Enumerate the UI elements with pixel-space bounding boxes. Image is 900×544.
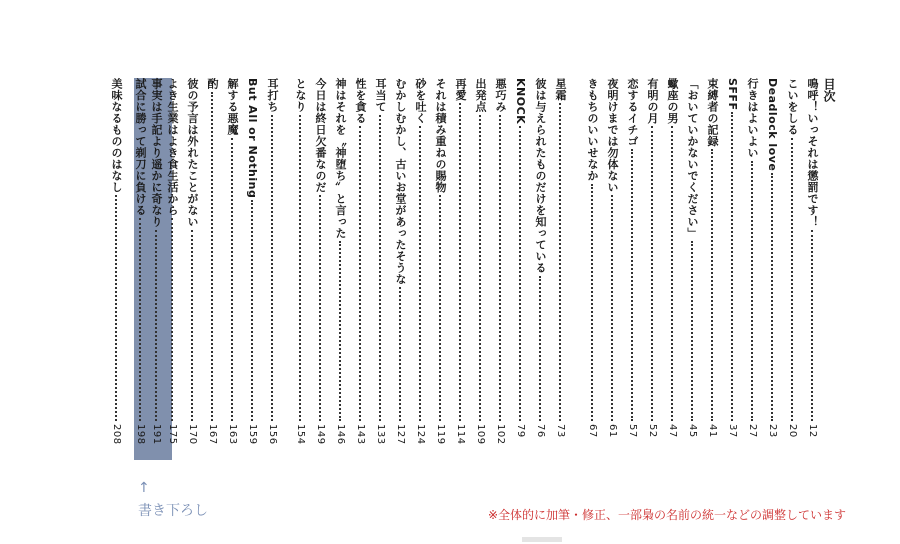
toc-entry-page: 57 <box>627 424 638 438</box>
toc-entry <box>664 78 680 460</box>
toc-entry-page: 133 <box>375 424 386 445</box>
toc-entry-title: 彼は与えられたものだけを知っている <box>534 78 547 274</box>
dot-leader <box>731 112 733 421</box>
toc-heading: 目次 <box>822 78 836 102</box>
toc-entry-title: 彼の予言は外れたことがない <box>186 78 199 228</box>
toc-entry <box>224 78 240 460</box>
toc-entry <box>392 78 408 460</box>
toc-entry <box>148 78 164 460</box>
dot-leader <box>319 195 321 421</box>
toc-entry-title: 酌 <box>206 78 219 90</box>
toc-entry-title: Deadlock love <box>766 78 779 172</box>
dot-leader <box>359 126 361 421</box>
toc-entry-title: 性を貪る <box>354 78 367 124</box>
new-stories-label: 書き下ろし <box>138 503 208 519</box>
toc-entry-page: 175 <box>167 424 178 445</box>
dot-leader <box>811 230 813 421</box>
toc-entry-title: KNOCK <box>514 78 527 125</box>
toc-entry <box>764 78 780 460</box>
dot-leader <box>771 173 773 421</box>
toc-entry <box>492 78 508 460</box>
dot-leader <box>251 200 253 421</box>
toc-entry-title: むかしむかし、古いお堂があったそうな <box>394 78 407 285</box>
toc-entry-page: 23 <box>767 424 778 438</box>
toc-entry <box>132 78 148 460</box>
toc-entry-title: 星霜 <box>554 78 567 101</box>
dot-leader <box>671 126 673 421</box>
toc-entry-title: SFFF <box>726 78 739 111</box>
dot-leader <box>459 103 461 421</box>
toc-entry <box>512 78 528 460</box>
dot-leader <box>651 126 653 421</box>
dot-leader <box>399 287 401 421</box>
toc-entry-title: 事実は手記より遥かに奇なり <box>150 78 163 228</box>
toc-entry <box>724 78 740 460</box>
toc-entry-title: 耳当て <box>374 78 387 113</box>
toc-entry-title: 出発点 <box>474 78 487 113</box>
toc-entry-title: 有明の月 <box>646 78 659 124</box>
dot-leader <box>171 218 173 421</box>
toc-entry-page: 114 <box>455 424 466 445</box>
dot-leader <box>299 115 301 421</box>
toc-entry <box>244 78 260 460</box>
toc-entry <box>204 78 220 460</box>
toc-entry-title: こいをしる <box>786 78 799 136</box>
toc-entry <box>784 78 800 460</box>
dot-leader <box>155 230 157 421</box>
toc-entry-page: 146 <box>335 424 346 445</box>
toc-entry-page: 27 <box>747 424 758 438</box>
toc-entry-title: よき生業はよき食生活から <box>166 78 179 216</box>
dot-leader <box>499 115 501 421</box>
toc-entry-page: 163 <box>227 424 238 445</box>
toc-entry <box>704 78 720 460</box>
dot-leader <box>191 230 193 421</box>
toc-entry <box>164 78 180 460</box>
toc-entry-page: 41 <box>707 424 718 438</box>
toc-entry-page: 170 <box>187 424 198 445</box>
dot-leader <box>691 241 693 421</box>
toc-entry-page: 127 <box>395 424 406 445</box>
toc-entry-page: 159 <box>247 424 258 445</box>
toc-entry-title: 行きはよいよい <box>746 78 759 159</box>
toc-entry <box>532 78 548 460</box>
dot-leader <box>271 115 273 421</box>
dot-leader <box>439 195 441 421</box>
toc-entry <box>472 78 488 460</box>
toc-entry <box>184 78 200 460</box>
toc-entry-page: 191 <box>151 424 162 445</box>
toc-entry <box>804 78 820 460</box>
dot-leader <box>519 126 521 421</box>
dot-leader <box>559 103 561 421</box>
toc-entry <box>312 78 328 460</box>
toc-entry-page: 119 <box>435 424 446 445</box>
toc-entry <box>372 78 388 460</box>
dot-leader <box>115 195 117 421</box>
toc-entry-page: 67 <box>587 424 598 438</box>
toc-entry <box>412 78 428 460</box>
dot-leader <box>231 138 233 421</box>
toc-entry <box>684 78 700 460</box>
toc-entry-title: 耳打ち <box>266 78 279 113</box>
dot-leader <box>479 115 481 421</box>
dot-leader <box>751 161 753 421</box>
toc-entry-title: 美味なるもののはなし <box>110 78 123 193</box>
toc-entry-title: 再愛 <box>454 78 467 101</box>
toc-entry-page: 37 <box>727 424 738 438</box>
dot-leader <box>339 241 341 421</box>
toc-entry <box>624 78 640 460</box>
toc-entry-page: 154 <box>295 424 306 445</box>
toc-entry-title: 試合に勝って剃刀に負ける <box>134 78 147 216</box>
toc-entry-title: きもちのいいせなか <box>586 78 599 182</box>
toc-entry <box>352 78 368 460</box>
toc-entry <box>604 78 620 460</box>
toc-entry-page: 20 <box>787 424 798 438</box>
dot-leader <box>539 276 541 421</box>
dot-leader <box>631 149 633 421</box>
toc-entry-title: 「おいていかないでください」 <box>686 78 699 239</box>
dot-leader <box>611 195 613 421</box>
toc-entry-page: 47 <box>667 424 678 438</box>
toc-entry-page: 124 <box>415 424 426 445</box>
toc-entry-page: 156 <box>267 424 278 445</box>
toc-entry <box>264 78 280 460</box>
toc-entry-title: 砂を吐く <box>414 78 427 124</box>
toc-entry-page: 61 <box>607 424 618 438</box>
toc-entry-page: 102 <box>495 424 506 445</box>
dot-leader <box>379 115 381 421</box>
dot-leader <box>139 218 141 421</box>
toc-entry-page: 76 <box>535 424 546 438</box>
toc-entry <box>744 78 760 460</box>
toc-entry <box>452 78 468 460</box>
toc-entry-title: 神はそれを〝神堕ち〟と言った <box>334 78 347 239</box>
toc-entry-title: 恋するイチゴ <box>626 78 639 147</box>
dot-leader <box>791 138 793 421</box>
toc-entry-title: それは積み重ねの賜物 <box>434 78 447 193</box>
toc-entry-page: 45 <box>687 424 698 438</box>
toc-entry-page: 79 <box>515 424 526 438</box>
scan-smudge <box>522 537 562 542</box>
toc-entry-page: 208 <box>111 424 122 445</box>
toc-entry-title: 鳴呼！いっそれは懲罰です！ <box>806 78 819 228</box>
toc-entry <box>332 78 348 460</box>
toc-entry-page: 109 <box>475 424 486 445</box>
toc-entry-page: 143 <box>355 424 366 445</box>
toc-entry-title: となり <box>294 78 307 113</box>
revision-note: ※全体的に加筆・修正、一部梟の名前の統一などの調整しています <box>488 508 847 522</box>
toc-entry-title: 夜明けまでは勿体ない <box>606 78 619 193</box>
toc-entry <box>292 78 308 460</box>
toc-entry-page: 52 <box>647 424 658 438</box>
toc-entry-title: But All or Nothing <box>246 78 259 199</box>
toc-entry <box>644 78 660 460</box>
dot-leader <box>591 184 593 421</box>
toc-entry-title: 蠍座の男 <box>666 78 679 124</box>
toc-entry-page: 12 <box>807 424 818 438</box>
toc-entry <box>552 78 568 460</box>
up-arrow-icon: ↑ <box>138 480 150 496</box>
toc-entry <box>108 78 124 460</box>
dot-leader <box>419 126 421 421</box>
toc-entry <box>584 78 600 460</box>
toc-entry-title: 悪巧み <box>494 78 507 113</box>
toc-entry-page: 167 <box>207 424 218 445</box>
dot-leader <box>711 149 713 421</box>
dot-leader <box>211 92 213 421</box>
toc-entry-title: 束縛者の記録 <box>706 78 719 147</box>
toc-entry-title: 今日は終日欠番なのだ <box>314 78 327 193</box>
toc-entry-title: 解する悪魔 <box>226 78 239 136</box>
toc-entry-page: 73 <box>555 424 566 438</box>
toc-entry-page: 198 <box>135 424 146 445</box>
toc-entry-page: 149 <box>315 424 326 445</box>
toc-entry <box>432 78 448 460</box>
